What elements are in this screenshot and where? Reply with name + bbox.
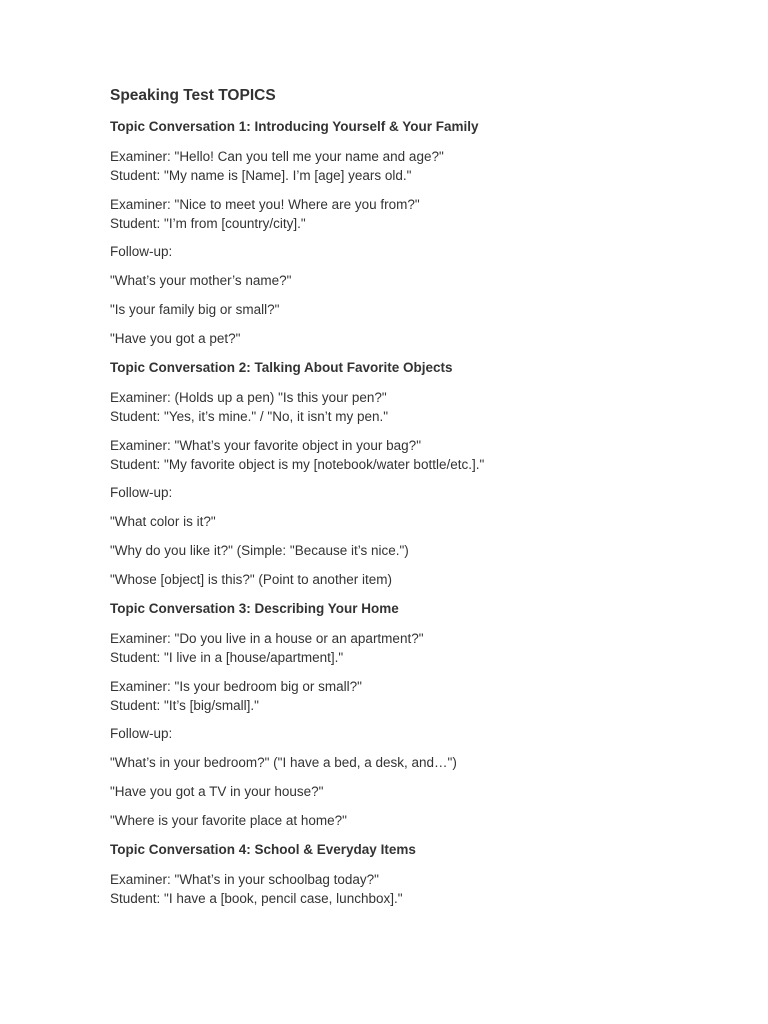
- examiner-line: Examiner: "What’s your favorite object in your bag?": [110, 438, 421, 453]
- student-line: Student: "My favorite object is my [notebook/water bottle/etc.].": [110, 457, 485, 472]
- student-line: Student: "I’m from [country/city].": [110, 216, 306, 231]
- examiner-line: Examiner: "Do you live in a house or an apartment?": [110, 631, 424, 646]
- follow-up-question: "Is your family big or small?": [110, 302, 280, 317]
- topic-2-heading: Topic Conversation 2: Talking About Favorite Objects: [110, 360, 453, 375]
- examiner-line: Examiner: "What’s in your schoolbag today?": [110, 872, 379, 887]
- follow-up-question: "Why do you like it?" (Simple: "Because it’s nice."): [110, 543, 409, 558]
- topic-3-exchange-2: [110, 677, 710, 715]
- topic-2-exchange-2: [110, 436, 710, 474]
- topic-3-heading: Topic Conversation 3: Describing Your Home: [110, 601, 399, 616]
- student-line: Student: "Yes, it’s mine." / "No, it isn’t my pen.": [110, 409, 389, 424]
- topic-1-exchange-2: [110, 195, 710, 233]
- examiner-line: Examiner: "Hello! Can you tell me your name and age?": [110, 149, 444, 164]
- topic-4-heading: Topic Conversation 4: School & Everyday Items: [110, 842, 416, 857]
- student-line: Student: "My name is [Name]. I’m [age] years old.": [110, 168, 412, 183]
- follow-up-question: "Have you got a TV in your house?": [110, 784, 324, 799]
- follow-up-label: Follow-up:: [110, 726, 173, 741]
- student-line: Student: "I have a [book, pencil case, lunchbox].": [110, 891, 403, 906]
- follow-up-question: "Whose [object] is this?" (Point to another item): [110, 572, 392, 587]
- follow-up-question: "Where is your favorite place at home?": [110, 813, 347, 828]
- topic-1-heading: Topic Conversation 1: Introducing Yourself & Your Family: [110, 119, 479, 134]
- follow-up-label: Follow-up:: [110, 485, 173, 500]
- topic-1-exchange-1: [110, 147, 710, 185]
- follow-up-question: "What’s your mother’s name?": [110, 273, 292, 288]
- student-line: Student: "It’s [big/small].": [110, 698, 259, 713]
- examiner-line: Examiner: "Is your bedroom big or small?": [110, 679, 362, 694]
- student-line: Student: "I live in a [house/apartment].": [110, 650, 344, 665]
- follow-up-question: "What color is it?": [110, 514, 216, 529]
- follow-up-question: "Have you got a pet?": [110, 331, 241, 346]
- topic-4-exchange-1: [110, 870, 710, 908]
- topic-2-exchange-1: [110, 388, 710, 426]
- examiner-line: Examiner: "Nice to meet you! Where are you from?": [110, 197, 420, 212]
- follow-up-question: "What’s in your bedroom?" ("I have a bed, a desk, and…"): [110, 755, 457, 770]
- follow-up-label: Follow-up:: [110, 244, 173, 259]
- examiner-line: Examiner: (Holds up a pen) "Is this your pen?": [110, 390, 387, 405]
- document-title: Speaking Test TOPICS: [110, 87, 276, 104]
- topic-3-exchange-1: [110, 629, 710, 667]
- document-content: [110, 86, 710, 918]
